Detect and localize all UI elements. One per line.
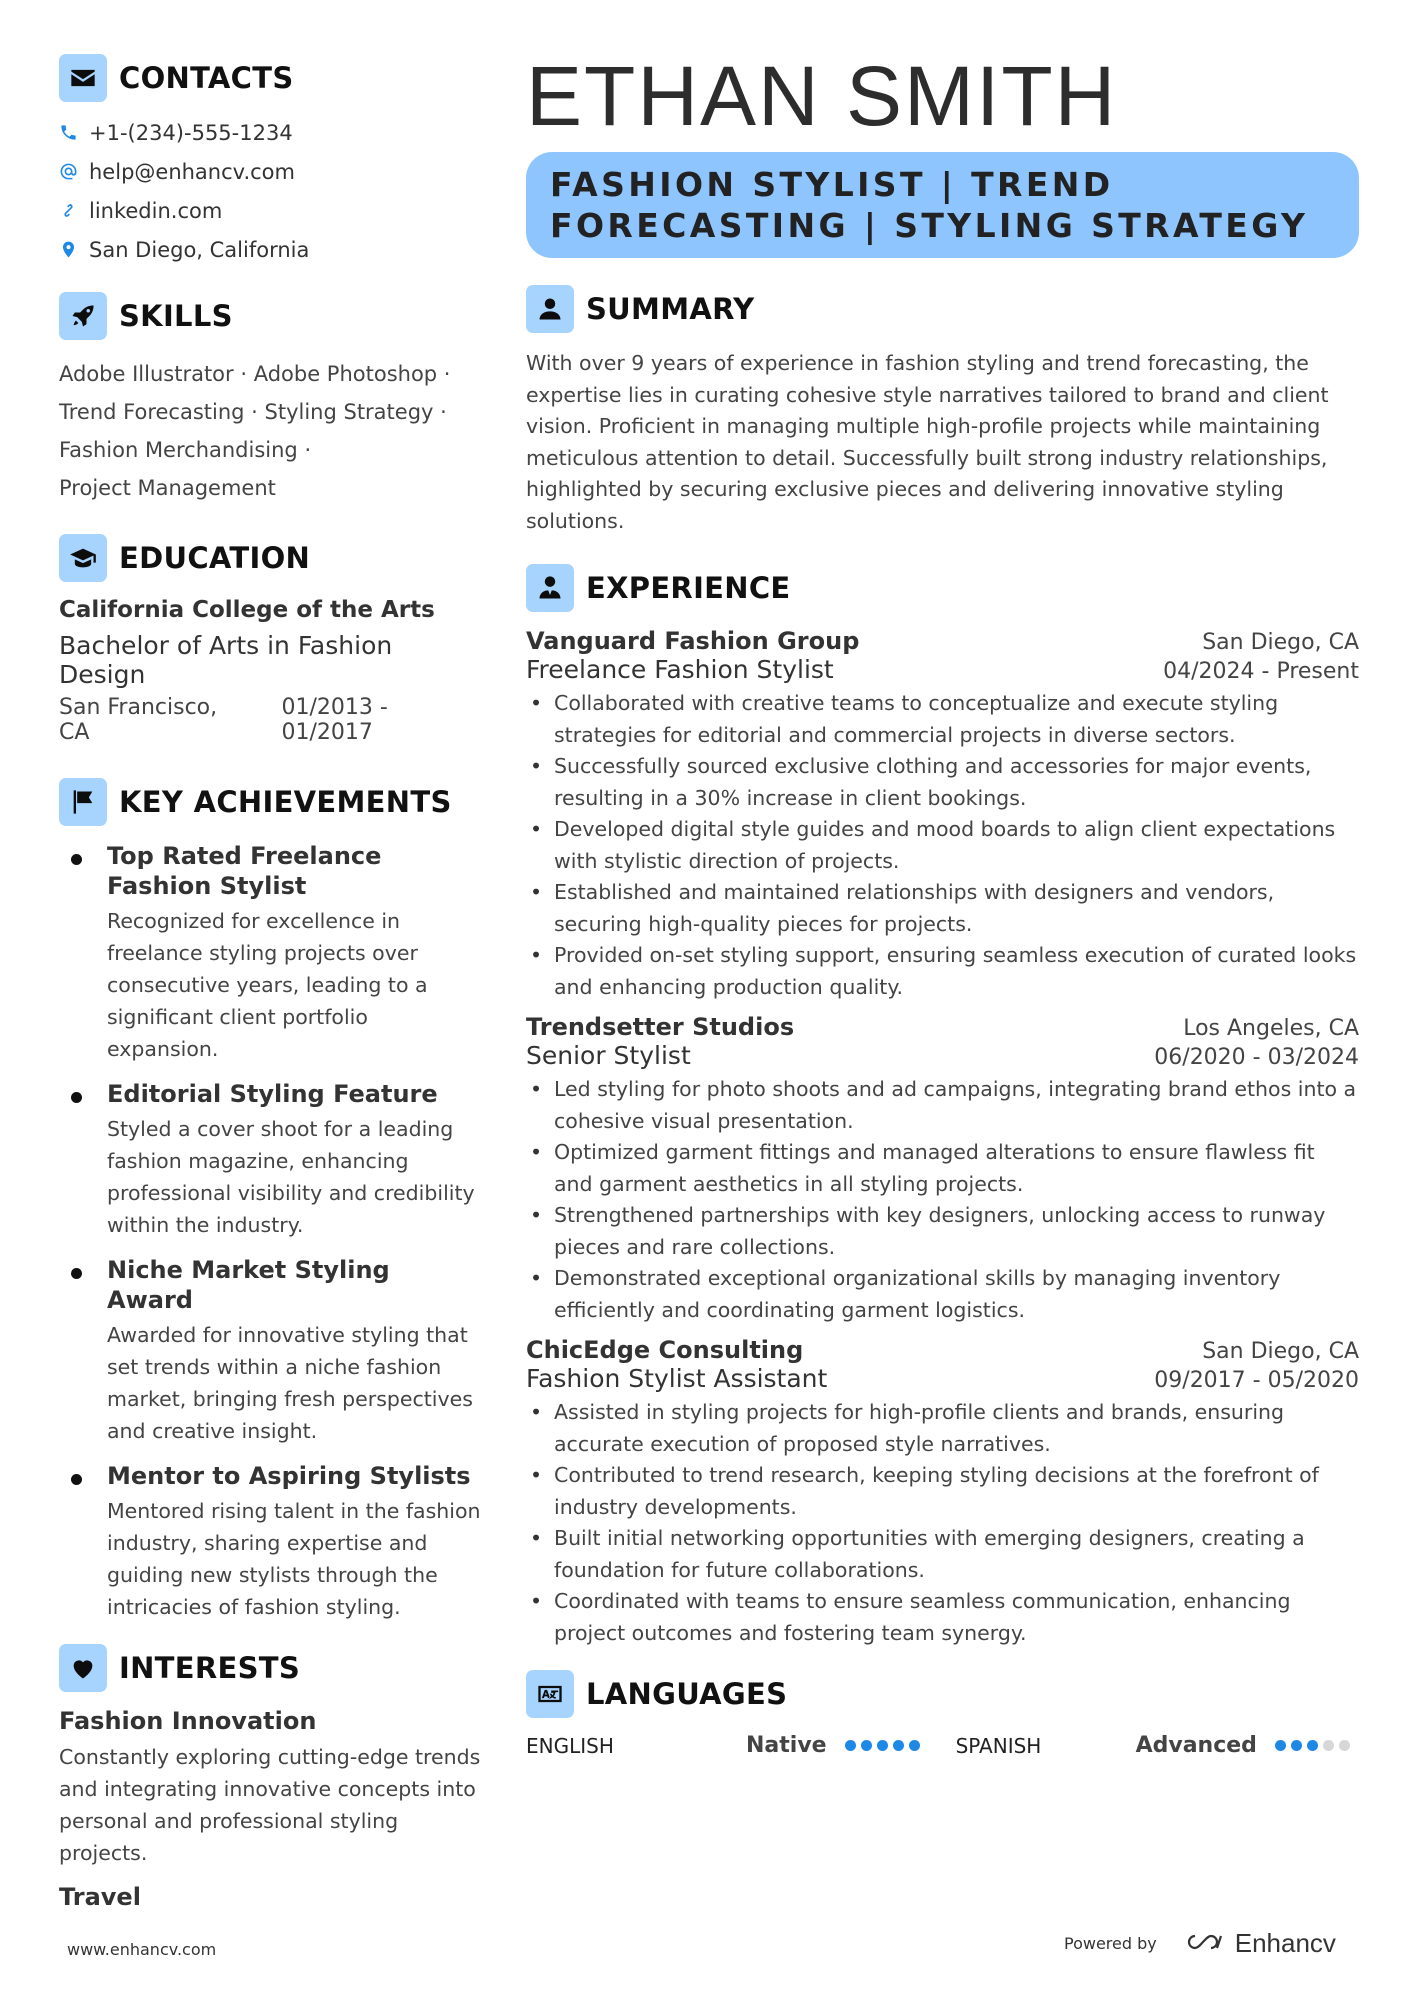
- language-name: SPANISH: [955, 1733, 1042, 1758]
- job-entry: [526, 1336, 1359, 1649]
- rating-dot-filled: [845, 1740, 856, 1751]
- job-header: [526, 1013, 1359, 1041]
- contacts-list: [59, 113, 483, 269]
- rocket-icon: [59, 292, 107, 340]
- user-icon: [526, 285, 574, 333]
- achievement-desc: Styled a cover shoot for a leading fashion magazine, enhancing professional visibility and credibility within the industry.: [107, 1117, 475, 1237]
- education-school: California College of the Arts: [59, 597, 435, 623]
- contact-location-text: San Diego, California: [89, 237, 310, 262]
- location-icon: [59, 240, 89, 259]
- contact-phone[interactable]: [59, 113, 483, 152]
- job-location: Los Angeles, CA: [1183, 1016, 1359, 1041]
- job-role: Senior Stylist: [526, 1041, 691, 1070]
- job-company: Trendsetter Studios: [526, 1013, 795, 1041]
- job-dates: 06/2020 - 03/2024: [1154, 1045, 1359, 1070]
- education-meta: [59, 695, 483, 745]
- education-entry: [59, 597, 483, 745]
- contacts-header: [59, 53, 483, 103]
- job-bullet: • Developed digital style guides and mood boards to align client expectations with stylistic direction of projects.: [526, 814, 1359, 877]
- job-header: [526, 627, 1359, 655]
- job-bullet: • Built initial networking opportunities with emerging designers, creating a foundation for future collaborations.: [526, 1523, 1359, 1586]
- graduation-cap-icon: [59, 534, 107, 582]
- job-dates: 09/2017 - 05/2020: [1154, 1368, 1359, 1393]
- education-header: [59, 533, 483, 583]
- link-icon: [59, 201, 89, 220]
- education-dates: 01/2013 - 01/2017: [281, 695, 388, 745]
- enhancv-logo-icon: [1183, 1930, 1227, 1958]
- achievement-item: [59, 841, 483, 1065]
- interest-title: Travel: [59, 1883, 141, 1911]
- interests-title: INTERESTS: [119, 1651, 301, 1685]
- job-bullets: [526, 688, 1359, 1003]
- job-bullet: • Provided on-set styling support, ensuring seamless execution of curated looks and enhancing production quality.: [526, 940, 1359, 1003]
- language-level: Advanced: [1135, 1733, 1257, 1758]
- envelope-icon: [59, 54, 107, 102]
- job-role: Freelance Fashion Stylist: [526, 655, 834, 684]
- job-bullet: • Contributed to trend research, keeping styling decisions at the forefront of industry developments.: [526, 1460, 1359, 1523]
- achievement-item: [59, 1255, 483, 1447]
- achievements-list: [59, 841, 483, 1623]
- language-rating: [1275, 1740, 1350, 1751]
- job-role: Fashion Stylist Assistant: [526, 1364, 828, 1393]
- achievement-item: [59, 1461, 483, 1623]
- rating-dot-filled: [861, 1740, 872, 1751]
- phone-icon: [59, 123, 89, 142]
- summary-title: SUMMARY: [586, 292, 755, 326]
- skills-line: Project Management: [59, 476, 276, 500]
- contact-location: [59, 230, 483, 269]
- translate-icon: [526, 1670, 574, 1718]
- achievement-desc: Recognized for excellence in freelance styling projects over consecutive years, leading to a significant client portfolio expansion.: [107, 909, 428, 1061]
- brand-name: Enhancv: [1234, 1928, 1336, 1958]
- job-bullet: • Collaborated with creative teams to conceptualize and execute styling strategies for editorial and commercial projects in diverse sectors.: [526, 688, 1359, 751]
- job-header: [526, 1336, 1359, 1364]
- contact-linkedin[interactable]: [59, 191, 483, 230]
- rating-dot-filled: [1307, 1740, 1318, 1751]
- rating-dot-empty: [1339, 1740, 1350, 1751]
- contact-email[interactable]: [59, 152, 483, 191]
- skills-title: SKILLS: [119, 299, 233, 333]
- summary-text: With over 9 years of experience in fashion styling and trend forecasting, the expertise lies in curating cohesive style narratives tailored to brand and client vision. Proficient in managing multiple high-profile projects while maintaining meticulous attention to detail. Successfully built strong industry relationships, highlighted by securing exclusive pieces and delivering innovative styling solutions.: [526, 351, 1329, 533]
- job-company: Vanguard Fashion Group: [526, 627, 860, 655]
- achievement-title: Mentor to Aspiring Stylists: [107, 1462, 471, 1490]
- candidate-name: ETHAN SMITH: [526, 49, 1118, 143]
- powered-by-text: Powered by: [1064, 1934, 1157, 1953]
- rating-dot-filled: [1275, 1740, 1286, 1751]
- rating-dot-filled: [909, 1740, 920, 1751]
- skills-list: [59, 355, 483, 507]
- education-title: EDUCATION: [119, 541, 311, 575]
- skills-header: [59, 291, 483, 341]
- achievement-desc: Mentored rising talent in the fashion industry, sharing expertise and guiding new stylists through the intricacies of fashion styling.: [107, 1499, 481, 1619]
- language-level: Native: [746, 1733, 827, 1758]
- skills-line: Fashion Merchandising ·: [59, 438, 312, 462]
- skills-line: Trend Forecasting · Styling Strategy ·: [59, 400, 447, 424]
- headline-title: FASHION STYLIST | TREND FORECASTING | STYLING STRATEGY: [526, 152, 1359, 258]
- interests-list: [59, 1707, 483, 1911]
- summary-header: [526, 284, 1359, 334]
- experience-title: EXPERIENCE: [586, 571, 791, 605]
- job-bullets: [526, 1074, 1359, 1326]
- languages-title: LANGUAGES: [586, 1677, 788, 1711]
- job-bullet: • Successfully sourced exclusive clothing and accessories for major events, resulting in a 30% increase in client bookings.: [526, 751, 1359, 814]
- achievements-title: KEY ACHIEVEMENTS: [119, 785, 452, 819]
- achievement-desc: Awarded for innovative styling that set trends within a niche fashion market, bringing fresh perspectives and creative insight.: [107, 1323, 473, 1443]
- at-icon: [59, 162, 89, 181]
- rating-dot-filled: [893, 1740, 904, 1751]
- job-bullet: • Assisted in styling projects for high-profile clients and brands, ensuring accurate execution of proposed style narratives.: [526, 1397, 1359, 1460]
- experience-header: [526, 563, 1359, 613]
- achievement-title: Niche Market Styling Award: [107, 1256, 390, 1314]
- job-subheader: [526, 655, 1359, 684]
- education-location: San Francisco, CA: [59, 695, 218, 745]
- interest-title: Fashion Innovation: [59, 1707, 317, 1735]
- education-degree: Bachelor of Arts in Fashion Design: [59, 631, 393, 689]
- skills-line: Adobe Illustrator · Adobe Photoshop ·: [59, 362, 451, 386]
- job-bullet: • Coordinated with teams to ensure seamless communication, enhancing project outcomes and fostering team synergy.: [526, 1586, 1359, 1649]
- achievements-header: [59, 777, 483, 827]
- rating-dot-filled: [1291, 1740, 1302, 1751]
- language-rating: [845, 1740, 920, 1751]
- achievement-title: Editorial Styling Feature: [107, 1080, 438, 1108]
- footer-website[interactable]: www.enhancv.com: [67, 1940, 217, 1959]
- contact-phone-text: +1-(234)-555-1234: [89, 120, 293, 145]
- job-subheader: [526, 1364, 1359, 1393]
- rating-dot-filled: [877, 1740, 888, 1751]
- languages-header: [526, 1669, 1359, 1719]
- flag-icon: [59, 778, 107, 826]
- job-entry: [526, 1013, 1359, 1326]
- job-location: San Diego, CA: [1202, 1339, 1359, 1364]
- footer-branding: [1064, 1928, 1336, 1959]
- contact-linkedin-text: linkedin.com: [89, 198, 223, 223]
- job-bullet: • Established and maintained relationships with designers and vendors, securing high-quality pieces for projects.: [526, 877, 1359, 940]
- languages-list: [526, 1733, 1359, 1758]
- language-name: ENGLISH: [526, 1733, 614, 1758]
- job-bullets: [526, 1397, 1359, 1649]
- rating-dot-empty: [1323, 1740, 1334, 1751]
- contacts-title: CONTACTS: [119, 61, 294, 95]
- interests-header: [59, 1643, 483, 1693]
- achievement-title: Top Rated Freelance Fashion Stylist: [107, 842, 382, 900]
- achievement-item: [59, 1079, 483, 1241]
- heart-icon: [59, 1644, 107, 1692]
- job-entry: [526, 627, 1359, 1003]
- job-company: ChicEdge Consulting: [526, 1336, 804, 1364]
- left-column: [59, 53, 483, 1911]
- job-location: San Diego, CA: [1202, 630, 1359, 655]
- job-dates: 04/2024 - Present: [1163, 659, 1359, 684]
- job-subheader: [526, 1041, 1359, 1070]
- job-bullet: • Demonstrated exceptional organizational skills by managing inventory efficiently and coordinating garment logistics.: [526, 1263, 1359, 1326]
- interest-desc: Constantly exploring cutting-edge trends and integrating innovative concepts into personal and professional styling projects.: [59, 1745, 481, 1865]
- job-bullet: • Led styling for photo shoots and ad campaigns, integrating brand ethos into a cohesive visual presentation.: [526, 1074, 1359, 1137]
- contact-email-text: help@enhancv.com: [89, 159, 295, 184]
- job-bullet: • Optimized garment fittings and managed alterations to ensure flawless fit and garment aesthetics in all styling projects.: [526, 1137, 1359, 1200]
- job-bullet: • Strengthened partnerships with key designers, unlocking access to runway pieces and rare collections.: [526, 1200, 1359, 1263]
- businessman-icon: [526, 564, 574, 612]
- right-column: [526, 50, 1359, 1758]
